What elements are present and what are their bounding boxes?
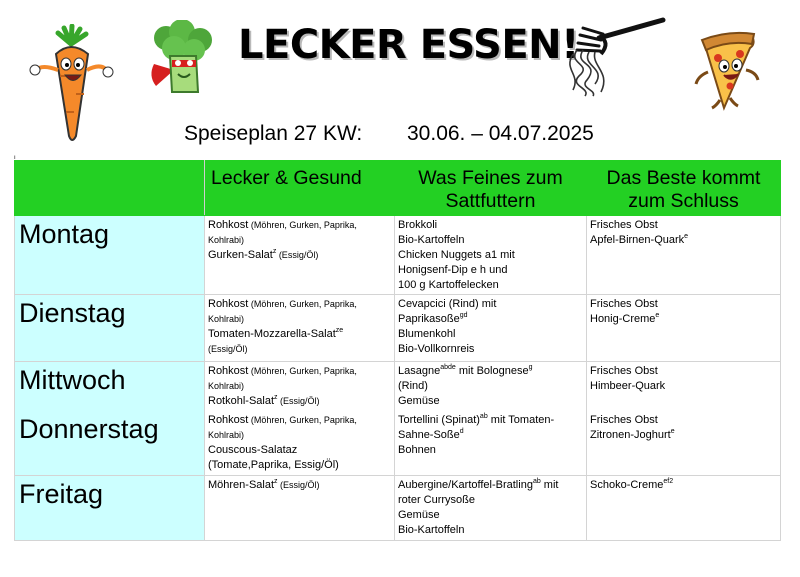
allergen-code: ab <box>479 413 488 420</box>
dish-text: Cevapcici (Rind) mit <box>398 298 497 310</box>
cell-gesund <box>205 295 395 362</box>
dish-text: Bio-Kartoffeln <box>398 524 465 536</box>
table-row <box>15 216 781 295</box>
cell-dessert <box>587 216 781 295</box>
dish-text: Honigsenf-Dip e h und <box>398 264 508 276</box>
dish-detail: (Möhren, Gurken, Paprika, Kohlrabi) <box>208 299 357 324</box>
dish-text: Frisches Obst <box>590 365 658 377</box>
dish-text: Himbeer-Quark <box>590 380 666 392</box>
allergen-code: ef2 <box>663 478 674 485</box>
dish-text: mit Tomaten- <box>487 414 555 426</box>
dish-text: Bio-Kartoffeln <box>398 234 465 246</box>
dish-text: Rohkost <box>208 219 249 231</box>
table-row <box>15 476 781 541</box>
dish-text: Apfel-Birnen-Quark <box>590 234 685 246</box>
dish-text: Gurken-Salat <box>208 249 273 261</box>
allergen-code: e <box>655 312 660 319</box>
dish-text: Sahne-Soße <box>398 429 460 441</box>
cell-dessert <box>587 362 781 412</box>
allergen-code: z <box>274 478 278 485</box>
day-label: Freitag <box>15 476 205 541</box>
allergen-code: gd <box>459 312 468 319</box>
column-header-haupt: Was Feines zum Sattfuttern <box>395 161 587 216</box>
dish-detail: (Möhren, Gurken, Paprika, Kohlrabi) <box>208 366 357 391</box>
dish-text: Couscous-Salataz <box>208 444 298 456</box>
cell-dessert <box>587 411 781 476</box>
dish-text: (Rind) <box>398 380 428 392</box>
date-range: 30.06. – 04.07.2025 <box>407 122 594 145</box>
allergen-code: z <box>274 394 278 401</box>
fork-spaghetti-icon <box>563 14 667 98</box>
cell-haupt <box>395 216 587 295</box>
table-row <box>15 362 781 412</box>
menu-table <box>14 160 781 541</box>
allergen-code: g <box>528 364 533 371</box>
dish-text: Chicken Nuggets a1 mit <box>398 249 515 261</box>
table-row <box>15 295 781 362</box>
pizza-slice-icon <box>690 28 762 112</box>
dish-detail: (Essig/Öl) <box>277 480 320 490</box>
column-header-gesund: Lecker & Gesund <box>205 161 395 216</box>
page-title: LECKER ESSEN! <box>238 22 579 68</box>
cell-dessert <box>587 295 781 362</box>
cell-gesund <box>205 216 395 295</box>
allergen-code: ab <box>532 478 541 485</box>
dish-text: Honig-Creme <box>590 313 656 325</box>
allergen-code: e <box>670 428 675 435</box>
dish-text: Lasagne <box>398 365 441 377</box>
dish-text: Tomaten-Mozzarella-Salat <box>208 328 336 340</box>
allergen-code: e <box>684 233 689 240</box>
dish-text: mit <box>540 479 559 491</box>
dish-text: Aubergine/Kartoffel-Bratling <box>398 479 533 491</box>
dish-text: Tortellini (Spinat) <box>398 414 480 426</box>
dish-text: roter Currysoße <box>398 494 476 506</box>
cell-dessert <box>587 476 781 541</box>
plan-subtitle <box>184 122 594 146</box>
dish-text: mit Bolognese <box>455 365 529 377</box>
broccoli-hero-icon <box>146 20 220 96</box>
dish-text: (Tomate,Paprika, Essig/Öl) <box>208 459 339 471</box>
allergen-code: z <box>272 248 277 255</box>
cell-gesund <box>205 411 395 476</box>
allergen-code: d <box>459 428 464 435</box>
plan-label: Speiseplan 27 KW: <box>184 122 363 145</box>
cell-haupt <box>395 411 587 476</box>
dish-text: Gemüse <box>398 509 440 521</box>
dish-text: Paprikasoße <box>398 313 460 325</box>
day-label: Montag <box>15 216 205 295</box>
dish-text: Frisches Obst <box>590 414 658 426</box>
allergen-code: abde <box>440 364 456 371</box>
day-label: Donnerstag <box>15 411 205 476</box>
dish-text: Bohnen <box>398 444 436 456</box>
cell-haupt <box>395 362 587 412</box>
page-marker: ı <box>14 155 16 161</box>
dish-text: 100 g Kartoffelecken <box>398 279 499 291</box>
dish-detail: (Essig/Öl) <box>277 396 320 406</box>
dish-text: Rotkohl-Salat <box>208 395 275 407</box>
dish-detail: (Möhren, Gurken, Paprika, Kohlrabi) <box>208 220 357 245</box>
cell-gesund <box>205 476 395 541</box>
dish-text: Rohkost <box>208 414 249 426</box>
dish-text: Blumenkohl <box>398 328 456 340</box>
dish-text: Brokkoli <box>398 219 438 231</box>
carrot-icon <box>28 24 114 146</box>
day-label: Mittwoch <box>15 362 205 412</box>
table-row <box>15 411 781 476</box>
dish-detail: (Möhren, Gurken, Paprika, Kohlrabi) <box>208 415 357 440</box>
dish-text: Zitronen-Joghurt <box>590 429 671 441</box>
column-header-dessert: Das Beste kommt zum Schluss <box>587 161 781 216</box>
dish-text: Rohkost <box>208 298 249 310</box>
dish-text: Frisches Obst <box>590 219 658 231</box>
dish-text: Gemüse <box>398 395 440 407</box>
dish-text: Schoko-Creme <box>590 479 664 491</box>
cell-haupt <box>395 295 587 362</box>
cell-gesund <box>205 362 395 412</box>
table-header-row <box>15 161 781 216</box>
allergen-code: ze <box>335 327 344 334</box>
dish-text: Bio-Vollkornreis <box>398 343 475 355</box>
dish-detail: (Essig/Öl) <box>208 344 248 354</box>
cell-haupt <box>395 476 587 541</box>
dish-text: Rohkost <box>208 365 249 377</box>
dish-text: Frisches Obst <box>590 298 658 310</box>
day-column-header <box>15 161 205 216</box>
dish-detail: (Essig/Öl) <box>276 250 319 260</box>
day-label: Dienstag <box>15 295 205 362</box>
dish-text: Möhren-Salat <box>208 479 275 491</box>
